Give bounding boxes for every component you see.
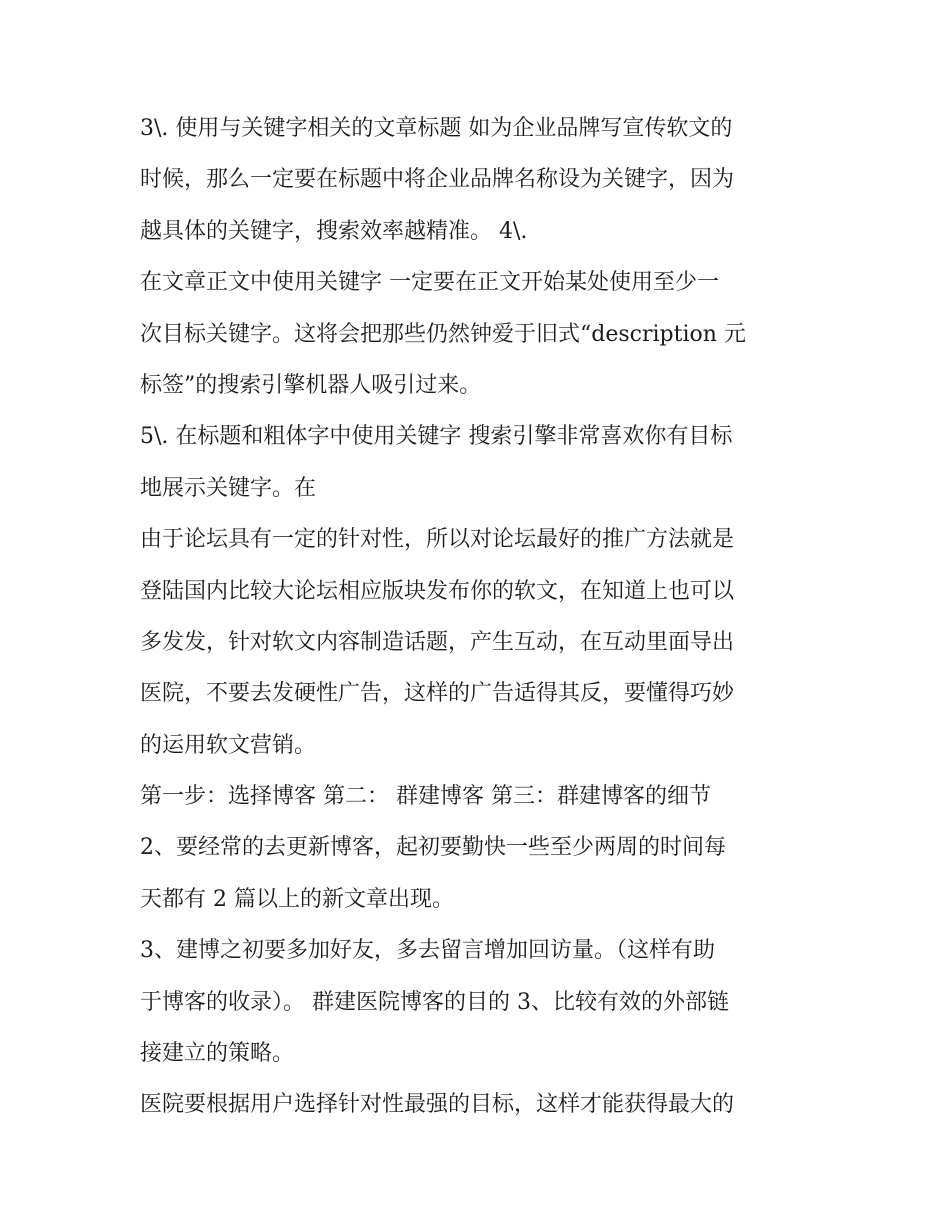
text-line: 接建立的策略。 <box>140 1041 295 1067</box>
text-line: 在文章正文中使用关键字 一定要在正文开始某处使用至少一 <box>140 270 719 296</box>
text-line: 天都有 2 篇以上的新文章出现。 <box>140 886 454 912</box>
text-line: 多发发，针对软文内容制造话题，产生互动，在互动里面导出 <box>140 629 735 655</box>
text-line: 的运用软文营销。 <box>140 732 317 758</box>
text-line: 3\. 使用与关键字相关的文章标题 如为企业品牌写宣传软文的 <box>140 116 733 141</box>
document-body <box>140 110 820 1138</box>
text-line: 时候，那么一定要在标题中将企业品牌名称设为关键字，因为 <box>140 167 735 193</box>
text-line: 于博客的收录）。 群建医院博客的目的 3、比较有效的外部链 <box>140 989 729 1015</box>
text-line: 医院，不要去发硬性广告，这样的广告适得其反，要懂得巧妙 <box>140 681 735 707</box>
text-line: 3、建博之初要多加好友，多去留言增加回访量。（这样有助 <box>140 938 715 964</box>
text-line: 由于论坛具有一定的针对性，所以对论坛最好的推广方法就是 <box>140 527 735 553</box>
text-line: 标签”的搜索引擎机器人吸引过来。 <box>140 372 482 398</box>
text-line: 医院要根据用户选择针对性最强的目标，这样才能获得最大的 <box>140 1092 735 1118</box>
text-line: 地展示关键字。在 <box>140 475 317 501</box>
text-line: 第一步：选择博客 第二： 群建博客 第三：群建博客的细节 <box>140 784 711 810</box>
text-line: 次目标关键字。这将会把那些仍然钟爱于旧式“description 元 <box>140 321 746 347</box>
text-line: 登陆国内比较大论坛相应版块发布你的软文，在知道上也可以 <box>140 578 735 604</box>
text-line: 2、要经常的去更新博客，起初要勤快一些至少两周的时间每 <box>140 835 726 861</box>
text-line: 越具体的关键字，搜索效率越精准。 4\. <box>140 218 528 244</box>
text-line: 5\. 在标题和粗体字中使用关键字 搜索引擎非常喜欢你有目标 <box>140 424 733 450</box>
